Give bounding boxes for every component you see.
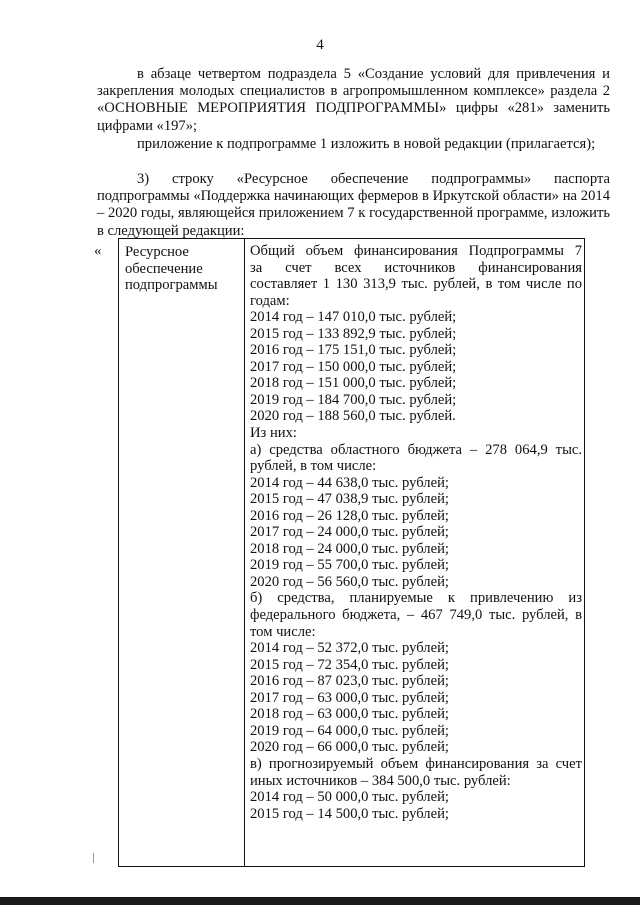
total-funding-intro: Общий объем финансирования Подпрограммы 7 [250,243,582,259]
paragraph-appendix-amendment: приложение к подпрограмме 1 изложить в новой редакции (прилагается); [137,136,596,152]
total-funding-intro: за счет всех источников финансирования [250,259,582,276]
paragraph-subsection-amendment: в абзаце четвертом подраздела 5 «Создание условий для привлечения и закрепления молодых специалистов в агропромышленном комплексе» раздела 2 «ОСНОВНЫЕ МЕРОПРИЯТИЯ ПОДПРОГРАММЫ» цифры «281» заменить цифрами «197»; [97,66,610,134]
regional-year-line: 2016 год – 26 128,0 тыс. рублей; [250,507,449,524]
table-row-label-cell [125,244,240,294]
row-label-line: подпрограммы [125,277,218,293]
federal-year-line: 2019 год – 64 000,0 тыс. рублей; [250,722,449,739]
of-them-label: Из них: [250,425,297,442]
other-sources-year-line: 2015 год – 14 500,0 тыс. рублей; [250,805,449,822]
regional-budget-heading: рублей, в том числе: [250,458,377,475]
paragraph-resource-row-amendment: 3) строку «Ресурсное обеспечение подпрограммы» паспорта подпрограммы «Поддержка начинающих фермеров в Иркутской области» на 2014 – 2020 годы, являющейся приложением 7 к государственной программе, изложить в следующей редакции: [97,171,610,239]
regional-year-line: 2019 год – 55 700,0 тыс. рублей; [250,557,449,574]
federal-budget-heading: б) средства, планируемые к привлечению из [250,590,582,607]
federal-year-line: 2015 год – 72 354,0 тыс. рублей; [250,656,449,673]
table-row-value-cell [250,243,582,822]
federal-year-line: 2014 год – 52 372,0 тыс. рублей; [250,640,449,657]
table-column-divider [244,239,245,866]
total-year-line: 2014 год – 147 010,0 тыс. рублей; [250,309,457,326]
opening-quote-mark: « [94,243,102,259]
total-funding-intro: годам: [250,292,290,309]
total-year-line: 2017 год – 150 000,0 тыс. рублей; [250,358,457,375]
resource-provision-table [118,238,585,867]
other-sources-heading: иных источников – 384 500,0 тыс. рублей: [250,772,511,789]
regional-year-line: 2017 год – 24 000,0 тыс. рублей; [250,524,449,541]
regional-year-line: 2015 год – 47 038,9 тыс. рублей; [250,491,449,508]
federal-year-line: 2017 год – 63 000,0 тыс. рублей; [250,689,449,706]
total-year-line: 2018 год – 151 000,0 тыс. рублей; [250,375,457,392]
total-year-line: 2020 год – 188 560,0 тыс. рублей. [250,408,456,425]
total-year-line: 2015 год – 133 892,9 тыс. рублей; [250,325,457,342]
federal-budget-heading: федерального бюджета, – 467 749,0 тыс. рублей, в [250,607,582,624]
other-sources-year-line: 2014 год – 50 000,0 тыс. рублей; [250,789,449,806]
total-year-line: 2016 год – 175 151,0 тыс. рублей; [250,342,457,359]
regional-year-line: 2020 год – 56 560,0 тыс. рублей; [250,573,449,590]
scan-artifact [93,853,94,863]
federal-year-line: 2018 год – 63 000,0 тыс. рублей; [250,706,449,723]
scan-bottom-edge [0,897,640,905]
total-year-line: 2019 год – 184 700,0 тыс. рублей; [250,391,457,408]
page-number: 4 [316,37,324,53]
row-label-line: Ресурсное [125,244,189,260]
total-funding-intro: составляет 1 130 313,9 тыс. рублей, в том числе по [250,276,582,293]
row-label-line: обеспечение [125,260,203,277]
other-sources-heading: в) прогнозируемый объем финансирования за счет [250,755,582,772]
regional-year-line: 2018 год – 24 000,0 тыс. рублей; [250,540,449,557]
regional-budget-heading: а) средства областного бюджета – 278 064,9 тыс. [250,441,582,458]
federal-year-line: 2016 год – 87 023,0 тыс. рублей; [250,673,449,690]
regional-year-line: 2014 год – 44 638,0 тыс. рублей; [250,474,449,491]
federal-year-line: 2020 год – 66 000,0 тыс. рублей; [250,739,449,756]
federal-budget-heading: том числе: [250,623,316,640]
